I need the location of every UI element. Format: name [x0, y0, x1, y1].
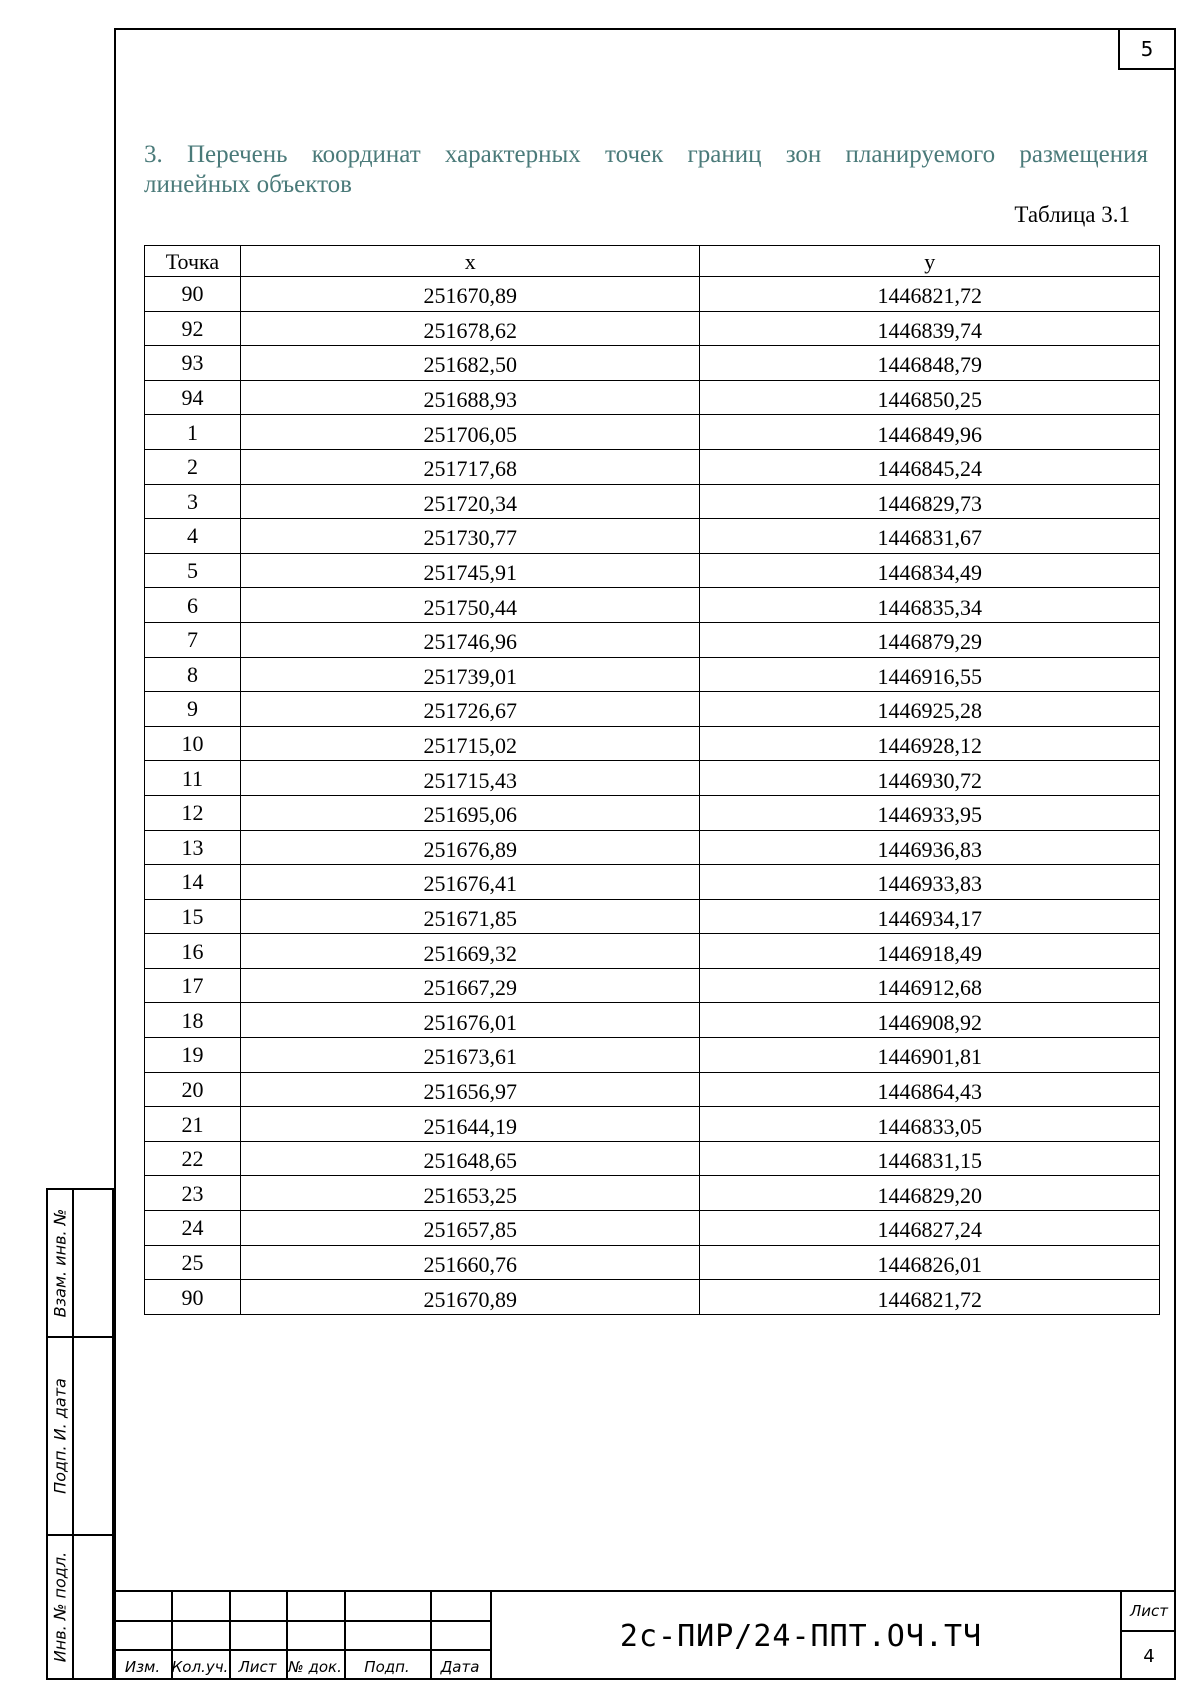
col-kol-uch: Кол.уч. [171, 1658, 229, 1676]
table-row [145, 899, 1160, 934]
cell-point: 4 [145, 519, 241, 554]
cell-x: 251706,05 [240, 415, 700, 450]
cell-point: 19 [145, 1038, 241, 1073]
cell-x: 251671,85 [240, 899, 700, 934]
cell-x: 251676,89 [240, 830, 700, 865]
side-label-inv-podl: Инв. № подл. [50, 1551, 70, 1663]
cell-x: 251726,67 [240, 692, 700, 727]
cell-y: 1446930,72 [700, 761, 1160, 796]
cell-y: 1446833,05 [700, 1107, 1160, 1142]
cell-y: 1446933,95 [700, 795, 1160, 830]
cell-point: 23 [145, 1176, 241, 1211]
cell-point: 18 [145, 1003, 241, 1038]
header-y: y [700, 246, 1160, 277]
cell-y: 1446834,49 [700, 553, 1160, 588]
col-podp: Подп. [364, 1658, 410, 1676]
cell-y: 1446831,67 [700, 519, 1160, 554]
cell-x: 251656,97 [240, 1072, 700, 1107]
sheet-box [1120, 1592, 1176, 1680]
cell-x: 251657,85 [240, 1211, 700, 1246]
table-row [145, 726, 1160, 761]
cell-y: 1446879,29 [700, 622, 1160, 657]
revision-grid [114, 1592, 490, 1680]
cell-y: 1446864,43 [700, 1072, 1160, 1107]
cell-x: 251644,19 [240, 1107, 700, 1142]
page-number: 5 [1118, 28, 1176, 70]
table-row [145, 830, 1160, 865]
cell-x: 251660,76 [240, 1245, 700, 1280]
cell-x: 251670,89 [240, 277, 700, 312]
table-row [145, 346, 1160, 381]
cell-point: 13 [145, 830, 241, 865]
cell-x: 251730,77 [240, 519, 700, 554]
cell-y: 1446849,96 [700, 415, 1160, 450]
table-row [145, 311, 1160, 346]
table-row [145, 484, 1160, 519]
table-row [145, 277, 1160, 312]
header-point: Точка [145, 246, 241, 277]
table-row [145, 968, 1160, 1003]
cell-point: 3 [145, 484, 241, 519]
section-heading-line2: линейных объектов [144, 171, 352, 198]
cell-point: 90 [145, 277, 241, 312]
cell-point: 90 [145, 1280, 241, 1315]
cell-x: 251715,43 [240, 761, 700, 796]
cell-y: 1446826,01 [700, 1245, 1160, 1280]
cell-x: 251745,91 [240, 553, 700, 588]
table-row [145, 692, 1160, 727]
cell-y: 1446928,12 [700, 726, 1160, 761]
cell-point: 94 [145, 380, 241, 415]
table-row [145, 1245, 1160, 1280]
section-heading [144, 140, 1148, 200]
cell-point: 1 [145, 415, 241, 450]
cell-y: 1446848,79 [700, 346, 1160, 381]
cell-point: 22 [145, 1141, 241, 1176]
cell-point: 21 [145, 1107, 241, 1142]
cell-y: 1446821,72 [700, 1280, 1160, 1315]
cell-point: 15 [145, 899, 241, 934]
coordinates-table [144, 245, 1160, 1315]
cell-x: 251676,41 [240, 865, 700, 900]
cell-point: 93 [145, 346, 241, 381]
cell-y: 1446936,83 [700, 830, 1160, 865]
table-row [145, 1003, 1160, 1038]
side-stamp-podp-data [46, 1336, 114, 1536]
cell-x: 251670,89 [240, 1280, 700, 1315]
cell-point: 17 [145, 968, 241, 1003]
cell-point: 11 [145, 761, 241, 796]
cell-y: 1446831,15 [700, 1141, 1160, 1176]
table-label: Таблица 3.1 [1014, 202, 1130, 227]
cell-point: 9 [145, 692, 241, 727]
cell-y: 1446829,73 [700, 484, 1160, 519]
cell-y: 1446827,24 [700, 1211, 1160, 1246]
cell-point: 5 [145, 553, 241, 588]
table-row [145, 553, 1160, 588]
cell-y: 1446912,68 [700, 968, 1160, 1003]
cell-y: 1446933,83 [700, 865, 1160, 900]
table-row [145, 1176, 1160, 1211]
cell-y: 1446845,24 [700, 449, 1160, 484]
col-izm: Изм. [124, 1658, 161, 1676]
cell-x: 251717,68 [240, 449, 700, 484]
cell-y: 1446821,72 [700, 277, 1160, 312]
sheet-label: Лист [1122, 1592, 1176, 1632]
cell-x: 251669,32 [240, 934, 700, 969]
cell-y: 1446829,20 [700, 1176, 1160, 1211]
cell-x: 251673,61 [240, 1038, 700, 1073]
col-list: Лист [238, 1658, 277, 1676]
table-row [145, 519, 1160, 554]
table-row [145, 1211, 1160, 1246]
cell-x: 251750,44 [240, 588, 700, 623]
table-row [145, 380, 1160, 415]
table-row [145, 1038, 1160, 1073]
cell-point: 6 [145, 588, 241, 623]
header-x: x [240, 246, 700, 277]
cell-x: 251688,93 [240, 380, 700, 415]
cell-point: 12 [145, 795, 241, 830]
table-row [145, 934, 1160, 969]
document-code: 2с-ПИР/24-ППТ.ОЧ.ТЧ [619, 1618, 983, 1654]
cell-x: 251653,25 [240, 1176, 700, 1211]
table-row [145, 588, 1160, 623]
cell-x: 251715,02 [240, 726, 700, 761]
cell-y: 1446908,92 [700, 1003, 1160, 1038]
cell-x: 251739,01 [240, 657, 700, 692]
sheet-number: 4 [1143, 1645, 1155, 1667]
table-row [145, 622, 1160, 657]
cell-point: 25 [145, 1245, 241, 1280]
cell-x: 251682,50 [240, 346, 700, 381]
cell-y: 1446918,49 [700, 934, 1160, 969]
cell-y: 1446901,81 [700, 1038, 1160, 1073]
cell-y: 1446934,17 [700, 899, 1160, 934]
section-heading-line1: 3. Перечень координат характерных точек границ зон планируемого размещения [144, 141, 1148, 168]
side-stamp-vzam-inv [46, 1188, 114, 1338]
title-block [114, 1590, 1176, 1680]
cell-x: 251667,29 [240, 968, 700, 1003]
cell-x: 251720,34 [240, 484, 700, 519]
cell-y: 1446916,55 [700, 657, 1160, 692]
side-label-vzam-inv: Взам. инв. № [50, 1208, 70, 1318]
cell-point: 7 [145, 622, 241, 657]
cell-point: 16 [145, 934, 241, 969]
table-row [145, 657, 1160, 692]
table-row [145, 795, 1160, 830]
table-row [145, 865, 1160, 900]
cell-point: 20 [145, 1072, 241, 1107]
cell-x: 251648,65 [240, 1141, 700, 1176]
cell-point: 24 [145, 1211, 241, 1246]
table-header-row [145, 246, 1160, 277]
table-row [145, 1280, 1160, 1315]
col-n-dok: № док. [288, 1658, 342, 1676]
table-row [145, 1141, 1160, 1176]
side-stamp-inv-podl [46, 1534, 114, 1680]
cell-x: 251695,06 [240, 795, 700, 830]
cell-y: 1446925,28 [700, 692, 1160, 727]
table-row [145, 415, 1160, 450]
cell-y: 1446835,34 [700, 588, 1160, 623]
cell-point: 10 [145, 726, 241, 761]
cell-point: 8 [145, 657, 241, 692]
cell-point: 14 [145, 865, 241, 900]
cell-x: 251678,62 [240, 311, 700, 346]
table-row [145, 449, 1160, 484]
cell-x: 251746,96 [240, 622, 700, 657]
cell-y: 1446839,74 [700, 311, 1160, 346]
cell-point: 92 [145, 311, 241, 346]
table-row [145, 1107, 1160, 1142]
cell-y: 1446850,25 [700, 380, 1160, 415]
table-row [145, 1072, 1160, 1107]
cell-point: 2 [145, 449, 241, 484]
cell-x: 251676,01 [240, 1003, 700, 1038]
table-row [145, 761, 1160, 796]
side-label-podp-data: Подп. И. дата [50, 1378, 70, 1494]
col-data: Дата [440, 1658, 480, 1676]
